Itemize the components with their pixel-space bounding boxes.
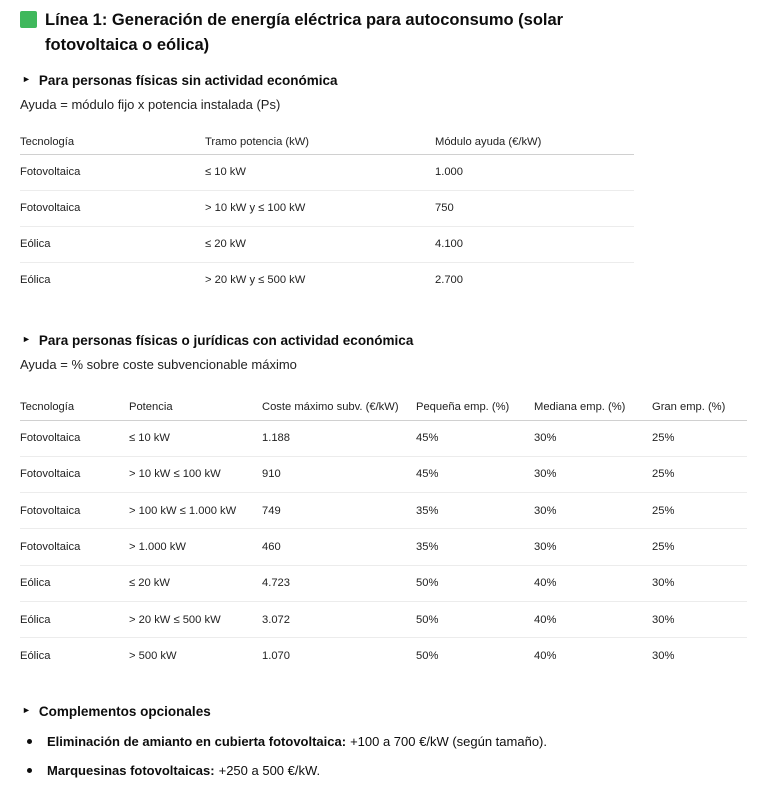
section2-heading (20, 328, 747, 352)
table-header-row (20, 122, 634, 154)
table-cell: Eólica (20, 565, 129, 601)
table-cell: 30% (534, 456, 652, 492)
table-row (20, 262, 634, 298)
section3-heading-text: Complementos opcionales (38, 703, 211, 719)
table-cell: 25% (652, 456, 747, 492)
table-cell: ≤ 10 kW (205, 154, 435, 190)
table-cell: Eólica (20, 650, 51, 663)
table-row (20, 638, 747, 674)
table-header-row (20, 384, 747, 420)
table-cell: > 10 kW y ≤ 100 kW (205, 190, 435, 226)
table-cell: 3.072 (262, 601, 416, 637)
green-square-icon (20, 11, 37, 28)
column-header: Tramo potencia (kW) (205, 122, 435, 154)
triangle-right-icon: ► (22, 74, 31, 84)
section1-heading (20, 68, 747, 92)
table-cell: 35% (416, 493, 534, 529)
table-cell: 45% (416, 456, 534, 492)
table-cell: Eólica (20, 601, 129, 637)
column-header: Coste máximo subv. (€/kW) (262, 384, 416, 420)
table-cell: 1.188 (262, 420, 416, 456)
table-cell: 750 (435, 190, 634, 226)
column-header: Tecnología (20, 122, 205, 154)
section3-heading (20, 699, 747, 723)
list-item-label: Eliminación de amianto en cubierta fotovoltaica: (47, 734, 347, 750)
column-header: Módulo ayuda (€/kW) (435, 122, 634, 154)
table-cell: ≤ 10 kW (129, 420, 262, 456)
section2-heading-text: Para personas físicas o jurídicas con actividad económica (38, 332, 414, 348)
table-row (20, 456, 747, 492)
table-cell: Fotovoltaica (20, 154, 205, 190)
table-cell: 40% (534, 650, 557, 663)
table-cell: 25% (652, 493, 747, 529)
table-cell: 1.070 (262, 650, 290, 663)
bullet-dot-icon (27, 739, 32, 744)
list-item-label: Marquesinas fotovoltaicas: (47, 763, 215, 779)
table-cell: 1.000 (435, 154, 634, 190)
table-cell: 45% (416, 420, 534, 456)
column-header: Tecnología (20, 384, 129, 420)
table-cell: > 500 kW (129, 650, 177, 663)
table-cell: > 20 kW ≤ 500 kW (129, 601, 262, 637)
table-cell: 4.723 (262, 565, 416, 601)
table-cell: > 10 kW ≤ 100 kW (129, 456, 262, 492)
table-cell: ≤ 20 kW (129, 565, 262, 601)
table-cell: 910 (262, 456, 416, 492)
column-header: Pequeña emp. (%) (416, 384, 534, 420)
table-cell: 30% (534, 420, 652, 456)
table-cell: 749 (262, 493, 416, 529)
table-cell: 25% (652, 420, 747, 456)
table-cell: 50% (416, 565, 534, 601)
table-row (20, 420, 747, 456)
section2-formula: Ayuda = % sobre coste subvencionable máximo (20, 357, 297, 372)
table-cell: Fotovoltaica (20, 420, 129, 456)
table-cell: 30% (652, 601, 747, 637)
page-title-text: Línea 1: Generación de energía eléctrica para autoconsumo (solar fotovoltaica o eólica) (45, 11, 564, 54)
table-row (20, 565, 747, 601)
triangle-right-icon: ► (22, 705, 31, 716)
list-item (20, 756, 747, 785)
table-cell: 30% (534, 493, 652, 529)
column-header: Mediana emp. (%) (534, 384, 652, 420)
triangle-right-icon: ► (22, 334, 31, 344)
section1-heading-text: Para personas físicas sin actividad económica (38, 72, 338, 88)
table-row (20, 226, 634, 262)
percentage-aid-table (20, 384, 747, 674)
table-cell: 35% (416, 529, 534, 565)
table-cell: 50% (416, 650, 439, 663)
fixed-module-table (20, 122, 634, 298)
table-cell: ≤ 20 kW (205, 226, 435, 262)
table-cell: 30% (534, 529, 652, 565)
column-header: Gran emp. (%) (652, 384, 747, 420)
table-cell: Fotovoltaica (20, 456, 129, 492)
table-cell: 2.700 (435, 274, 463, 287)
bullet-dot-icon (27, 768, 32, 773)
table-cell: 50% (416, 601, 534, 637)
table-cell: Eólica (20, 226, 205, 262)
table-cell: 40% (534, 565, 652, 601)
table-row (20, 190, 634, 226)
table-cell: 40% (534, 601, 652, 637)
table-cell: 460 (262, 529, 416, 565)
section1-formula: Ayuda = módulo fijo x potencia instalada (Ps) (20, 97, 281, 112)
list-item (20, 727, 747, 756)
table-cell: 30% (652, 565, 747, 601)
table-cell: Fotovoltaica (20, 493, 129, 529)
list-item-text: +250 a 500 €/kW. (218, 763, 321, 779)
table-cell: 25% (652, 529, 747, 565)
table-row (20, 154, 634, 190)
table-row (20, 529, 747, 565)
column-header: Potencia (129, 384, 262, 420)
table-cell: 30% (652, 650, 675, 663)
table-cell: > 20 kW y ≤ 500 kW (205, 274, 306, 287)
table-cell: Eólica (20, 274, 51, 287)
list-item-text: +100 a 700 €/kW (según tamaño). (350, 734, 547, 750)
table-cell: > 100 kW ≤ 1.000 kW (129, 493, 262, 529)
table-row (20, 601, 747, 637)
table-cell: > 1.000 kW (129, 529, 262, 565)
table-cell: 4.100 (435, 226, 634, 262)
optional-complements-list (20, 727, 747, 785)
table-cell: Fotovoltaica (20, 190, 205, 226)
table-row (20, 493, 747, 529)
table-cell: Fotovoltaica (20, 529, 129, 565)
page-title (20, 8, 660, 58)
